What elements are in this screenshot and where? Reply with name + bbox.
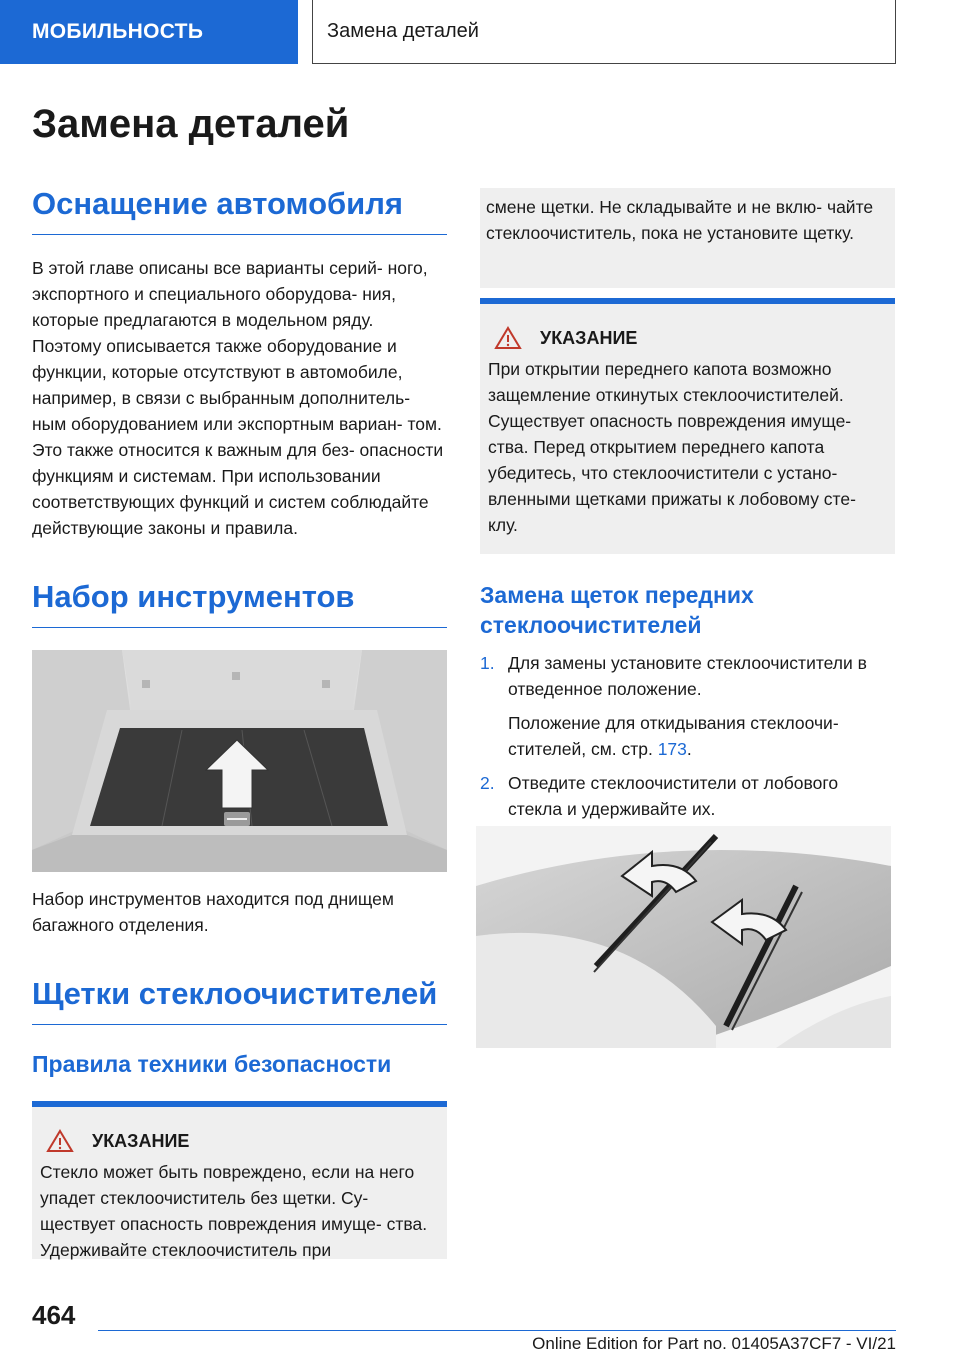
wipers-heading: Щетки стеклоочистителей [32,976,447,1025]
trunk-illustration [32,650,447,872]
warning-box-1 [32,1101,447,1259]
steps-list [480,650,895,822]
replace-heading: Замена щеток передних стеклоочистителей [480,582,754,638]
warning-triangle-icon [46,1129,74,1153]
warning-header [488,326,879,350]
warning-triangle-icon [494,326,522,350]
step-number: 2. [480,773,495,793]
warning-box-2 [480,298,895,554]
toolkit-caption: Набор инструментов находится под днищем багажного отделения. [32,889,394,935]
toolkit-heading: Набор инструментов [32,579,447,628]
step-note [480,710,895,762]
left-column [32,186,447,1259]
safety-heading: Правила техники безопасности [32,1051,392,1077]
step-text: Отведите стеклоочистители от лобового стекла и удерживайте их. [508,773,839,819]
list-item [480,650,895,702]
warning-header [40,1129,431,1153]
footer-divider [98,1330,896,1331]
step-text: Для замены установите стеклоочистители в отведенное положение. [508,653,867,699]
wiper-illustration [476,826,891,1048]
wiper-figure [476,826,891,1048]
warning-continued-text: смене щетки. Не складывайте и не вклю- чайте стеклоочиститель, пока не установите щетку. [486,197,874,243]
section-label: МОБИЛЬНОСТЬ [0,0,298,64]
step-note-end: . [686,739,692,759]
edition-label: Online Edition for Part no. 01405A37CF7 - VI/21 [532,1334,896,1353]
step-number: 1. [480,653,495,673]
warning-text: При открытии переднего капота возможно защемление откинутых стеклоочистителей. Существует опасность повреждения имуще- ства. Перед открытием переднего капота убедитесь, что стеклоочистители с устано- вленными щетками прижаты к лобовому сте- клу. [488,359,856,535]
warning-title: УКАЗАНИЕ [540,327,638,348]
warning-text: Стекло может быть повреждено, если на него упадет стеклоочиститель без щетки. Су- ществует опасность повреждения имуще- ства. Удерживайте стеклоочиститель при [40,1162,428,1260]
warning-box-1-continued [480,188,895,288]
equipment-heading: Оснащение автомобиля [32,186,447,235]
trunk-figure [32,650,447,872]
page-link[interactable]: 173 [657,739,687,759]
equipment-text: В этой главе описаны все варианты серий- ного, экспортного и специального оборудова- ния, которые предлагаются в модельном ряду. Поэтому описывается также оборудование и функции, которые отсутствуют в автомобиле, например, в связи с выбранным дополнитель- ным оборудованием или экспортным вариан- том. Это также относится к важным для без- опасности функциям и системам. При использовании соответствующих функций и систем соблюдайте действующие законы и правила. [32,258,444,538]
right-column [480,188,895,822]
page-number: 464 [32,1300,76,1330]
warning-title: УКАЗАНИЕ [92,1130,190,1151]
chapter-tab: Замена деталей [312,0,896,64]
step-note-text: Положение для откидывания стеклоочи- стителей, см. стр. [508,713,839,759]
list-item [480,770,895,822]
page-title: Замена деталей [32,102,350,146]
